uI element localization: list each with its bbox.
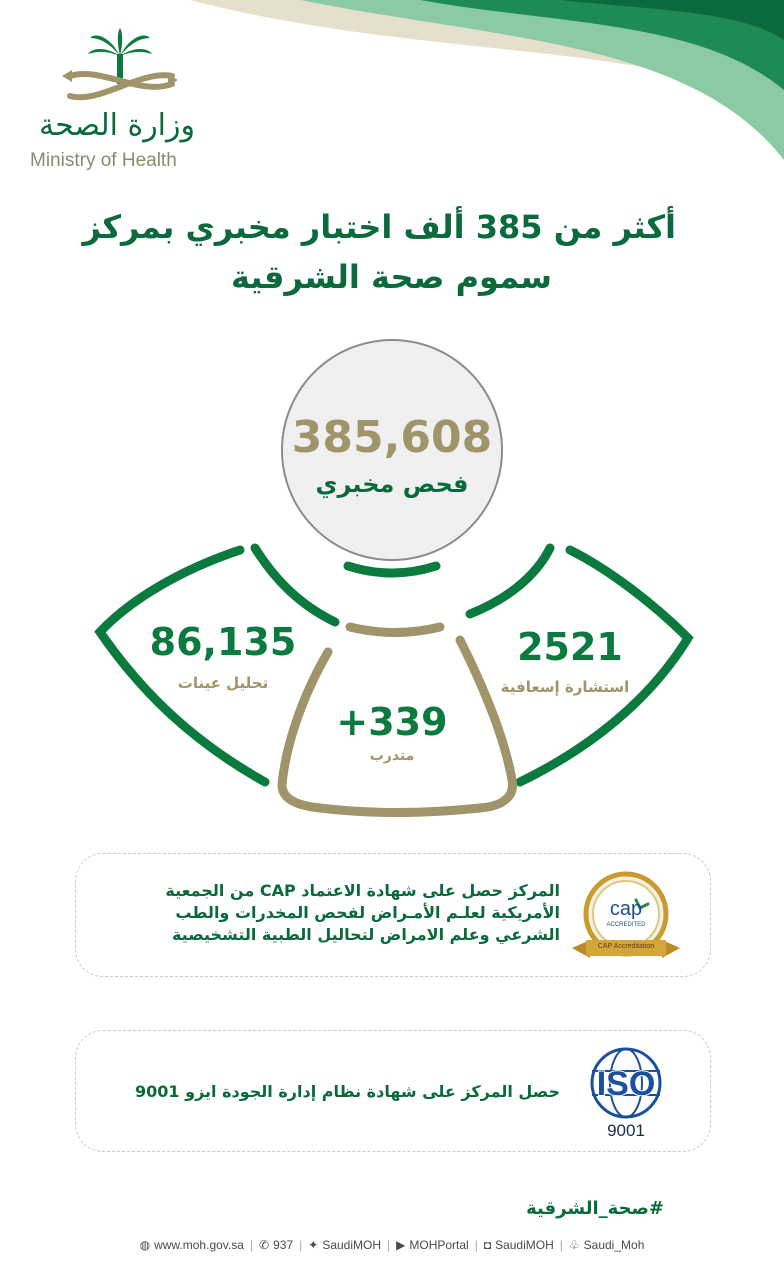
cap-accredited-badge — [566, 868, 686, 968]
headline-line-2: سموم صحة الشرقية — [231, 258, 552, 296]
cap-badge-sub: ACCREDITED — [606, 922, 646, 928]
headline-line-1: أكثر من 385 ألف اختبار مخبري بمركز — [82, 208, 676, 246]
cap-accreditation-card — [75, 853, 711, 977]
iso-badge-text: ISO — [596, 1065, 656, 1103]
iso-certificate-card — [75, 1030, 711, 1152]
hashtag: #صحة_الشرقية — [526, 1198, 664, 1219]
cap-badge-text: cap — [609, 898, 643, 920]
cap-text-line-3: الشرعي وعلم الامراض لتحاليل الطبية التشخيصية — [171, 925, 560, 944]
left-panel-outer-arc — [100, 550, 265, 782]
cap-card-text — [90, 880, 560, 946]
right-stat-label: استشارة إسعافية — [500, 678, 630, 696]
left-panel-inner-arc — [255, 548, 335, 622]
phone-icon: ✆ — [259, 1238, 270, 1252]
footer-youtube[interactable] — [396, 1238, 469, 1252]
footer-separator: | — [299, 1238, 303, 1252]
youtube-icon: ▶ — [396, 1238, 406, 1252]
logo-arabic-text: وزارة الصحة — [39, 108, 195, 143]
middle-stat-value: +339 — [336, 700, 448, 744]
left-stat-value: 86,135 — [149, 620, 297, 664]
right-stat-value: 2521 — [517, 625, 623, 669]
footer-twitter[interactable] — [308, 1238, 381, 1252]
center-stat-label: فحص مخبري — [315, 470, 469, 498]
left-stat-label: تحليل عينات — [177, 674, 269, 692]
middle-panel-top-arc — [350, 627, 440, 633]
footer-separator: | — [387, 1238, 391, 1252]
footer-separator: | — [249, 1238, 254, 1252]
footer-separator: | — [474, 1238, 478, 1252]
snapchat-text: Saudi_Moh — [583, 1238, 645, 1252]
footer-separator: | — [559, 1238, 563, 1252]
footer-instagram[interactable] — [484, 1238, 554, 1252]
globe-icon: ◍ — [139, 1238, 151, 1252]
snapchat-icon: ♧ — [568, 1238, 580, 1252]
footer-contact-bar — [0, 1236, 784, 1254]
youtube-text: MOHPortal — [409, 1238, 469, 1252]
iso-badge — [574, 1045, 678, 1141]
right-panel-inner-arc — [470, 548, 550, 614]
cap-text-line-2: الأمريكية لعلـم الأمـراض لفحص المخدرات والطب — [175, 903, 560, 922]
middle-stat-label: متدرب — [369, 748, 415, 764]
footer-phone[interactable] — [259, 1238, 293, 1252]
palm-swords-emblem-icon — [50, 26, 190, 106]
center-stat-value: 385,608 — [291, 412, 493, 463]
center-circle-green-arc — [348, 566, 436, 573]
instagram-text: SaudiMOH — [495, 1238, 554, 1252]
instagram-icon: ◘ — [483, 1238, 492, 1252]
logo-english-text: Ministry of Health — [30, 150, 177, 171]
iso-card-text: حصل المركز على شهادة نظام إدارة الجودة ايزو 9001 — [135, 1082, 560, 1101]
twitter-text: SaudiMOH — [322, 1238, 381, 1252]
website-text: www.moh.gov.sa — [154, 1238, 244, 1252]
cap-text-line-1: المركز حصل على شهادة الاعتماد CAP من الجمعية — [165, 881, 560, 900]
twitter-icon: ✦ — [308, 1238, 319, 1252]
iso-badge-number: 9001 — [607, 1121, 645, 1140]
footer-snapchat[interactable] — [569, 1238, 644, 1252]
phone-text: 937 — [273, 1238, 294, 1252]
moh-logo — [30, 26, 205, 176]
cap-ribbon-text: CAP Accreditation — [597, 943, 655, 950]
footer-website[interactable] — [140, 1238, 244, 1252]
